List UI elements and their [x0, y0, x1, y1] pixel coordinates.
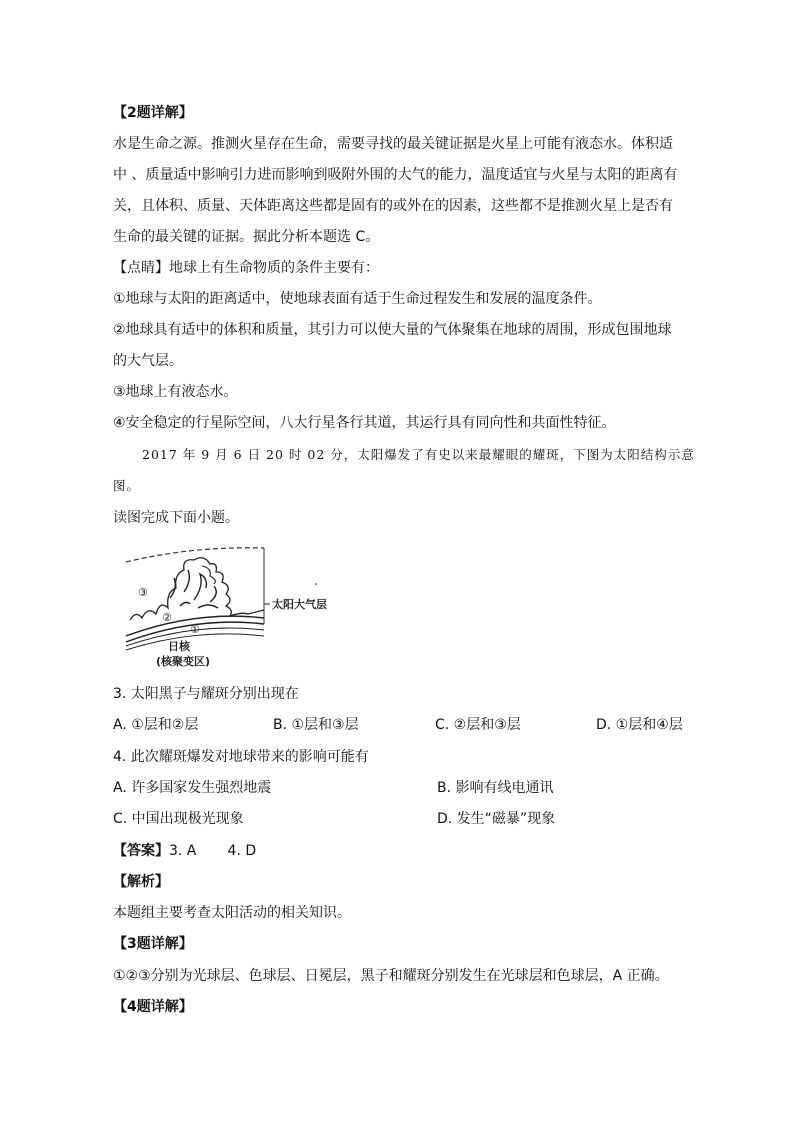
sun-structure-diagram: [122, 544, 352, 672]
paragraph-line: ③地球上有液态水。: [113, 384, 238, 400]
core-label: 日核: [168, 640, 190, 653]
q3-option-c: C. ②层和③层: [435, 717, 521, 733]
answer-label: 【答案】: [113, 843, 169, 859]
answer-line: [113, 841, 256, 861]
paragraph-line: ④安全稳定的行星际空间，八大行星各行其道，其运行具有同向性和共面性特征。: [113, 415, 616, 431]
q3-detail-text: ①②③分别为光球层、色球层、日冕层，黑子和耀斑分别发生在光球层和色球层，A 正确。: [113, 968, 669, 984]
layer-3-label: ③: [138, 586, 148, 599]
section-heading-q3: 【3题详解】: [113, 936, 193, 952]
layer-1-label: ①: [190, 623, 200, 636]
q4-option-d: D. 发生“磁暴”现象: [437, 811, 556, 827]
q4-option-a: A. 许多国家发生强烈地震: [113, 780, 272, 796]
core-sub-label: (核聚变区): [156, 655, 211, 668]
paragraph-line: 中 、质量适中影响引力进而影响到吸附外围的大气的能力，温度适宜与火星与太阳的距离有: [113, 167, 678, 183]
atmosphere-label: 太阳大气层: [272, 598, 327, 611]
q3-option-d: D. ①层和④层: [596, 717, 683, 733]
answer-text: 3. A 4. D: [169, 843, 257, 859]
layer-2-label: ②: [162, 611, 172, 624]
question-4-stem: 4. 此次耀斑爆发对地球带来的影响可能有: [113, 749, 369, 765]
instruction-line: 读图完成下面小题。: [113, 510, 239, 526]
question-3-stem: 3. 太阳黑子与耀斑分别出现在: [113, 686, 299, 702]
q3-option-a: A. ①层和②层: [113, 717, 199, 733]
paragraph-line: 生命的最关键的证据。据此分析本题选 C。: [113, 229, 380, 245]
analysis-heading: 【解析】: [113, 874, 169, 890]
analysis-text: 本题组主要考查太阳活动的相关知识。: [113, 905, 351, 921]
q4-option-c: C. 中国出现极光现象: [113, 811, 244, 827]
paragraph-line: ①地球与太阳的距离适中，使地球表面有适于生命过程发生和发展的温度条件。: [113, 291, 602, 307]
section-heading-q2: 【2题详解】: [113, 105, 193, 121]
paragraph-line: ②地球具有适中的体积和质量，其引力可以使大量的气体聚集在地球的周围，形成包围地球: [113, 322, 672, 338]
section-heading-q4: 【4题详解】: [113, 999, 193, 1015]
paragraph-line: 的大气层。: [113, 353, 183, 369]
tip-heading: 【点睛】地球上有生命物质的条件主要有：: [113, 260, 379, 276]
q3-option-b: B. ①层和③层: [273, 717, 359, 733]
question-intro: 图。: [113, 478, 141, 493]
q4-option-b: B. 影响有线电通讯: [437, 780, 554, 796]
paragraph-line: 水是生命之源。推测火星存在生命，需要寻找的最关键证据是火星上可能有液态水。体积适: [113, 136, 673, 152]
question-intro: 2017 年 9 月 6 日 20 时 02 分，太阳爆发了有史以来最耀眼的耀斑，下图为太阳结构示意: [142, 447, 695, 462]
paragraph-line: 关，且体积、质量、天体距离这些都是固有的或外在的因素，这些都不是推测火星上是否有: [113, 198, 673, 214]
